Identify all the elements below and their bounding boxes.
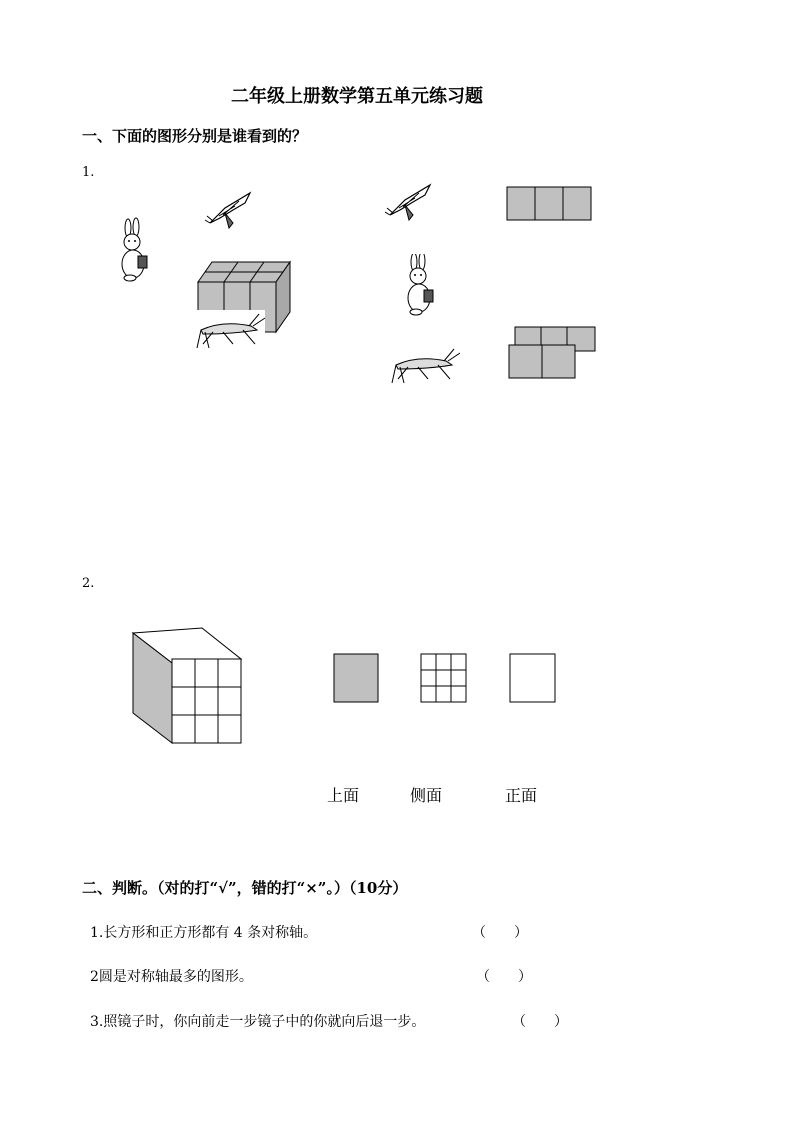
page-title: 二年级上册数学第五单元练习题 [231, 86, 483, 107]
two-squares-view [507, 325, 599, 383]
answer-blank-1[interactable]: （ ） [472, 925, 528, 941]
grasshopper-icon [193, 310, 265, 348]
butterfly-icon [385, 180, 455, 225]
judgment-item-1: 1.长方形和正方形都有 4 条对称轴。 [90, 925, 318, 941]
question1-scene [110, 180, 310, 360]
answer-blank-3[interactable]: （ ） [512, 1014, 568, 1030]
butterfly-icon [205, 193, 250, 228]
view-label-side: 侧面 [410, 786, 443, 805]
view-gray-square [332, 652, 380, 704]
section2-heading: 二、判断。（对的打“√”，错的打“×”。）（10分） [82, 879, 408, 897]
view-label-front: 正面 [505, 786, 538, 805]
cube-3x3-figure [130, 625, 245, 747]
question1-number: 1. [82, 165, 95, 180]
view-blank-square [508, 652, 558, 704]
rabbit-icon [400, 254, 440, 320]
view-grid-square [418, 652, 470, 704]
question2-number: 2. [82, 576, 95, 591]
judgment-item-3: 3.照镜子时，你向前走一步镜子中的你就向后退一步。 [90, 1014, 426, 1030]
judgment-item-2: 2圆是对称轴最多的图形。 [90, 969, 253, 985]
answer-blank-2[interactable]: （ ） [476, 969, 532, 985]
section1-heading: 一、下面的图形分别是谁看到的？ [82, 127, 308, 145]
rabbit-icon [122, 218, 147, 281]
three-squares-view [505, 185, 595, 223]
view-label-top: 上面 [327, 786, 360, 805]
grasshopper-icon [388, 345, 460, 387]
